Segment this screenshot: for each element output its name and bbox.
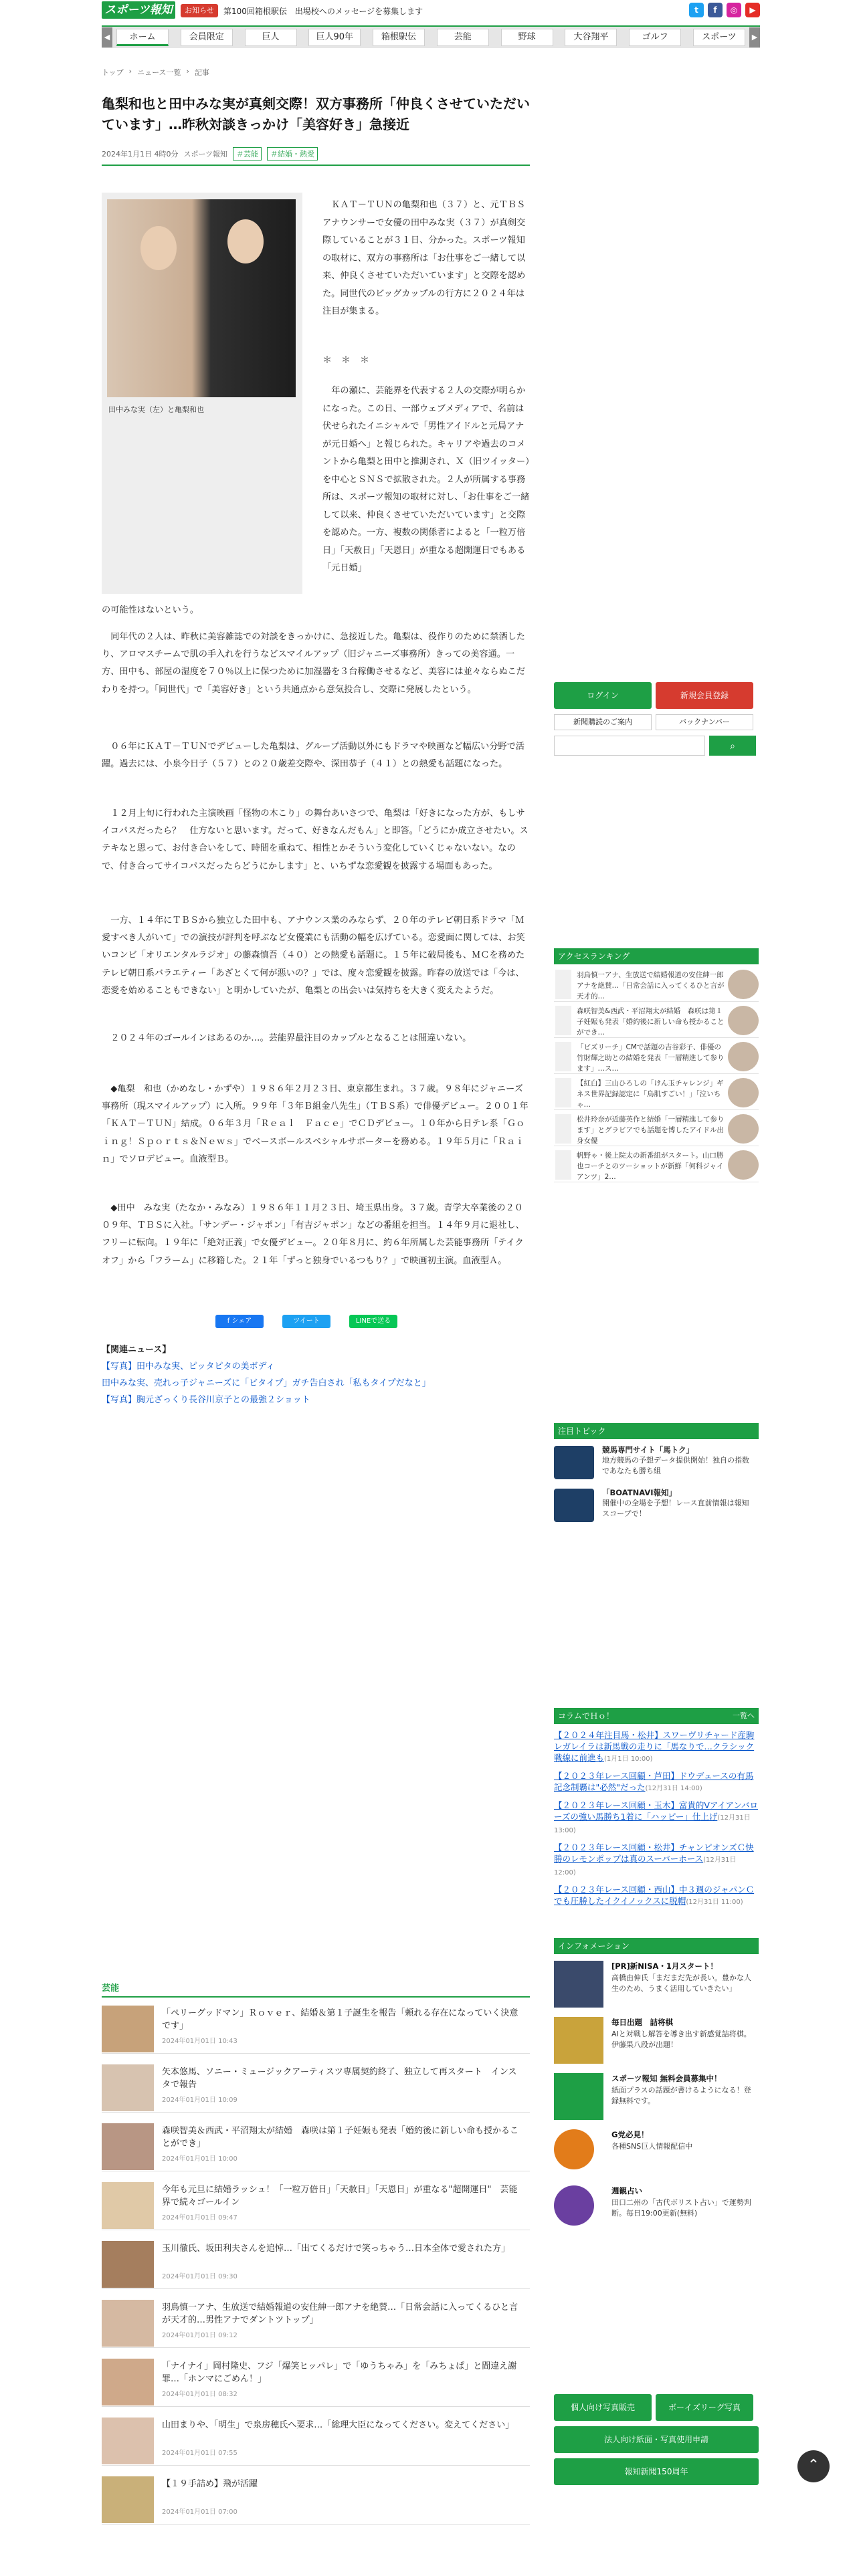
corporate-use-button[interactable]: 法人向け紙面・写真使用申請 bbox=[554, 2426, 759, 2453]
trend-body: 地方競馬の予想データ提供開始！独自の指数であなたも勝ち組 bbox=[602, 1456, 749, 1475]
news-thumbnail bbox=[102, 2418, 154, 2464]
section-title: 芸能 bbox=[102, 1981, 530, 1998]
news-item[interactable] bbox=[102, 2118, 530, 2171]
news-item[interactable] bbox=[102, 2059, 530, 2113]
boys-league-button[interactable]: ボーイズリーグ写真 bbox=[656, 2394, 753, 2421]
divider bbox=[102, 165, 530, 166]
anniversary-button[interactable]: 報知新聞150周年 bbox=[554, 2458, 759, 2485]
info-body: AIと対戦し解答を導き出す新感覚詰将棋。伊藤果八段が出題！ bbox=[611, 2030, 751, 2049]
column-item bbox=[554, 1729, 759, 1765]
column-item bbox=[554, 1884, 759, 1908]
related-link[interactable]: 【写真】田中みな実、ピッタピタの美ボディ bbox=[102, 1362, 275, 1372]
related-item bbox=[102, 1358, 530, 1375]
article-paragraph: 一方、１４年にＴＢＳから独立した田中も、アナウンス業のみならず、２０年のテレビ朝日系ドラマ「Ｍ 愛すべき人がいて」での演技が評判を呼ぶなど女優業にも活動の幅を広げている。恋愛面に関しては、お笑いコンビ「オリエンタルラジオ」の藤森慎吾（４０）との熱愛も話題に。１５年に破局後も、ＭＣを務めたテレビ朝日系バラエティー「あざとくて何が悪いの？」では、度々恋愛観を披露。昨春の放送では「今は、恋愛を始めることもできない」と明かしていたが、亀梨との出会いは気持ちを大きく変えたようだ。 bbox=[102, 916, 533, 996]
nav-item[interactable]: 野球 bbox=[501, 29, 553, 46]
nav-item[interactable]: 芸能 bbox=[437, 29, 489, 46]
umatoku-logo bbox=[554, 1446, 594, 1479]
ranking-title: 森咲智美&西武・平沼翔太が結婚 森咲は第１子妊娠も発表「婚約後に新しい命も授かることができ… bbox=[577, 1007, 725, 1037]
scroll-top-icon[interactable]: ⌃ bbox=[797, 2450, 830, 2482]
column-time: (12月31日 13:00) bbox=[554, 1814, 751, 1834]
ranking-thumb bbox=[555, 1114, 571, 1144]
info-list bbox=[554, 1954, 759, 2235]
column-time: (12月31日 14:00) bbox=[645, 1785, 702, 1792]
news-time: 2024年01月01日 09:30 bbox=[162, 2273, 237, 2280]
column-link[interactable]: 【２０２３年レース回顧・西山】中３週のジャパンＣでも圧勝したイクイノックスに脱帽 bbox=[554, 1885, 755, 1906]
ranking-title: 【紅白】三山ひろしの「けん玉チャレンジ」ギネス世界記録認定に「鳥肌すごい！」「泣いちゃ… bbox=[577, 1079, 724, 1109]
nav-items bbox=[112, 29, 749, 46]
news-title: 【１９手詰め】飛が活躍 bbox=[162, 2479, 258, 2489]
news-time: 2024年01月01日 07:55 bbox=[162, 2450, 237, 2457]
auth-buttons bbox=[554, 682, 759, 709]
news-thumbnail bbox=[102, 2006, 154, 2052]
breadcrumb-top[interactable]: トップ bbox=[102, 68, 124, 77]
info-body: 紙面プラスの話題が書けるようになる！登録無料です。 bbox=[611, 2086, 751, 2105]
search-input[interactable] bbox=[554, 736, 705, 756]
info-item[interactable] bbox=[554, 2183, 759, 2236]
nav-item[interactable]: ゴルフ bbox=[629, 29, 681, 46]
info-item[interactable] bbox=[554, 1958, 759, 2012]
news-time: 2024年01月01日 10:00 bbox=[162, 2155, 237, 2163]
news-title: 「ナイナイ」岡村隆史、フジ「爆笑ヒッパレ」で「ゆうちゃみ」を「みちょぱ」と間違え謝罪…「ホンマにごめん！」 bbox=[162, 2361, 517, 2384]
news-item[interactable] bbox=[102, 2177, 530, 2230]
related-item bbox=[102, 1375, 530, 1392]
ranking-heading: アクセスランキング bbox=[554, 948, 759, 964]
ranking-title: 羽鳥慎一アナ、生放送で結婚報道の安住紳一郎アナを絶賛…「日常会話に入ってくるひと言が天才的… bbox=[577, 971, 725, 1000]
column-link[interactable]: 【２０２３年レース回顧・松井】チャンピオンズＣ快勝のレモンポップは真のスーパーホース bbox=[554, 1842, 754, 1864]
article-paragraph: 同年代の２人は、昨秋に美容雑誌での対談をきっかけに、急接近した。亀梨は、役作りのために禁酒したり、アロマスチームで肌の手入れを行うなどスマイルアップ（旧ジャニーズ事務所）きっての美容通。一方、田中も、部屋の湿度を７０％以上に保つために加湿器を３台稼働させるなど、美容には並々ならぬこだわりを持つ。「同世代」で「美容好き」という共通点から意気投合し、交際に発展したという。 bbox=[102, 632, 525, 695]
trend-heading: 注目トピック bbox=[554, 1423, 759, 1439]
ranking-item[interactable] bbox=[554, 967, 759, 1002]
section-geino bbox=[102, 1981, 530, 2533]
bottom-buttons bbox=[554, 2394, 759, 2485]
photo-face-right bbox=[227, 219, 264, 263]
social-links bbox=[689, 3, 760, 17]
column-list bbox=[554, 1729, 759, 1908]
login-button[interactable]: ログイン bbox=[554, 682, 652, 709]
ranking-thumb bbox=[555, 1042, 571, 1071]
trend-item[interactable] bbox=[554, 1443, 759, 1482]
nav-item[interactable]: 巨人90年 bbox=[308, 29, 361, 46]
news-title: 今年も元旦に結婚ラッシュ！「一粒万倍日」「天赦日」「天恩日」が重なる"超開運日" 芸能界で続々ゴールイン bbox=[162, 2185, 518, 2208]
newspaper-guide-link[interactable]: 新聞購読のご案内 bbox=[554, 714, 652, 730]
column-time: (1月1日 10:00) bbox=[604, 1755, 653, 1763]
nav-item[interactable]: ホーム bbox=[116, 29, 169, 46]
news-time: 2024年01月01日 09:12 bbox=[162, 2332, 237, 2339]
facebook-icon[interactable]: f bbox=[708, 3, 723, 17]
info-section bbox=[554, 1938, 759, 2235]
column-link[interactable]: 【２０２４年注目馬・松井】スワーヴリチャード産駒レガレイラは新馬戦の走りに「馬なりで…クラシック戦線に前進も bbox=[554, 1730, 755, 1763]
notice-badge: お知らせ bbox=[181, 4, 218, 17]
column-time: (12月31日 12:00) bbox=[554, 1856, 737, 1876]
photo-sale-button[interactable]: 個人向け写真販売 bbox=[554, 2394, 652, 2421]
breadcrumb-separator: › bbox=[128, 67, 132, 76]
article-paragraph: １２月上旬に行われた主演映画「怪物の木こり」の舞台あいさつで、亀梨は「好きになった方が、もしサイコパスだったら？ 仕方ないと思います。だって、好きなんだもん」と即答。「どうにか成立させたい。ステキなと思って、お付き合いをして、時間を重ねて、相性とかそういう変化していくじゃないない。なので、付き合ってサイコパスだったらどうにかします」と、いちずな恋愛観を披露する場面もあった。 bbox=[102, 809, 529, 871]
ranking-item[interactable] bbox=[554, 1075, 759, 1110]
trend-list bbox=[554, 1443, 759, 1525]
share-buttons bbox=[215, 1315, 397, 1328]
nav-item[interactable]: 箱根駅伝 bbox=[373, 29, 425, 46]
ranking-avatar bbox=[728, 1006, 759, 1035]
ranking-avatar bbox=[728, 1150, 759, 1180]
profile-tanaka: ◆田中 みな実（たなか・みなみ）１９８６年１１月２３日、埼玉県出身。３７歳。青学大卒業後の２００９年、ＴＢＳに入社。「サンデー・ジャポン」「有吉ジャポン」などの番組を担当。１４年９月に退社し、フリーに転向。１９年に「絶対正義」で女優デビュー。２０年８月に、約６年所属した芸能事務所「テイクオフ」から「フラーム」に移籍した。２１年「ずっと独身でいるつもり？」で映画初主演。血液型Ａ。 bbox=[102, 1203, 524, 1266]
ranking-avatar bbox=[728, 1042, 759, 1071]
nav-next-icon[interactable]: ▶ bbox=[749, 27, 760, 47]
article-lead-2: 年の瀬に、芸能界を代表する２人の交際が明らかになった。この日、一部ウェブメディアで、名前は伏せられたイニシャルで「男性アイドルと元局アナが元日婚へ」と報じられた。キャリアや過去のコメントから亀梨と田中と推測され、Ｘ（旧ツイッター）を中心とＳＮＳで拡散された。２人が所属する事務所は、スポーツ報知の取材に対し、「お仕事をご一緒して以来、仲良くさせていただいています」と交際を認めた。一方、複数の関係者によると「一粒万倍日」「天赦日」「天恩日」が重なる超開運日でもある「元日婚」 bbox=[322, 386, 530, 573]
sub-buttons bbox=[554, 714, 759, 730]
news-thumbnail bbox=[102, 2476, 154, 2523]
nav-item[interactable]: 巨人 bbox=[245, 29, 297, 46]
news-time: 2024年01月01日 07:00 bbox=[162, 2508, 237, 2516]
column-more-link[interactable]: 一覧へ bbox=[733, 1711, 755, 1720]
youtube-icon[interactable]: ▶ bbox=[745, 3, 760, 17]
info-body: 田口二州の「古代ボリスト占い」で運勢判断。毎日19:00更新(無料) bbox=[611, 2198, 751, 2218]
column-section bbox=[554, 1708, 759, 1908]
boatnavi-logo bbox=[554, 1489, 594, 1522]
register-button[interactable]: 新規会員登録 bbox=[656, 682, 753, 709]
search-form bbox=[554, 736, 759, 756]
info-image bbox=[554, 2073, 603, 2120]
ranking-item[interactable] bbox=[554, 1039, 759, 1074]
ranking-thumb bbox=[555, 1078, 571, 1107]
ranking-item[interactable] bbox=[554, 1148, 759, 1182]
news-item[interactable] bbox=[102, 2471, 530, 2525]
info-body: 高橋由伸氏「まだまだ先が長い。豊かな人生のため、うまく活用していきたい」 bbox=[611, 1973, 751, 1993]
column-link[interactable]: 【２０２３年レース回顧・芦田】ドウデュースの有馬記念制覇は"必然"だった bbox=[554, 1771, 754, 1792]
nav-item[interactable]: 会員限定 bbox=[181, 29, 233, 46]
site-header bbox=[102, 0, 760, 21]
ranking-title: 松井玲奈が近藤英作と結婚「一層精進して参ります」とグラビアでも話題を博したアイドル出身女優 bbox=[577, 1115, 725, 1145]
news-title: 山田まりや、「明生」で泉房穂氏へ要求…「総理大臣になってください。変えてください」 bbox=[162, 2420, 514, 2430]
related-item bbox=[102, 1392, 530, 1408]
info-heading: インフォメーション bbox=[554, 1938, 759, 1954]
column-heading bbox=[554, 1708, 759, 1724]
column-time: (12月31日 11:00) bbox=[686, 1899, 743, 1906]
ranking-title: 「ビズリーチ」CMで話題の吉谷彩子、俳優の竹財輝之助との結婚を発表「一層精進して参ります」…ス… bbox=[577, 1043, 725, 1073]
info-item[interactable] bbox=[554, 2070, 759, 2124]
ranking-avatar bbox=[728, 970, 759, 999]
access-ranking bbox=[554, 948, 759, 1181]
info-image bbox=[554, 1961, 603, 2008]
news-title: 玉川徹氏、坂田利夫さんを追悼…「出てくるだけで笑っちゃう…日本全体で愛された方」 bbox=[162, 2244, 510, 2254]
article-photo[interactable] bbox=[107, 199, 296, 397]
geino-news-list bbox=[102, 1998, 530, 2533]
related-news bbox=[102, 1341, 530, 1408]
ranking-item[interactable] bbox=[554, 1003, 759, 1038]
news-title: 矢本悠馬、ソニー・ミュージックアーティスツ専属契約終了、独立して再スタート インスタで報告 bbox=[162, 2067, 517, 2090]
trend-topics bbox=[554, 1423, 759, 1525]
photo-caption: 田中みな実（左）と亀梨和也 bbox=[108, 405, 204, 414]
news-thumbnail bbox=[102, 2300, 154, 2347]
article-paragraph: ２０２４年のゴールインはあるのか…。芸能界最注目のカップルとなることは間違いない。 bbox=[110, 1033, 472, 1043]
news-item[interactable] bbox=[102, 2000, 530, 2054]
ranking-thumb bbox=[555, 1150, 571, 1180]
article-headline: 亀梨和也と田中みな実が真剣交際！双方事務所「仲良くさせていただいています」…昨秋対談きっかけ「美容好き」急接近 bbox=[102, 96, 530, 132]
ranking-avatar bbox=[728, 1114, 759, 1144]
news-item[interactable] bbox=[102, 2353, 530, 2407]
info-body: 各種SNS巨人情報配信中 bbox=[611, 2142, 693, 2151]
backnumber-link[interactable]: バックナンバー bbox=[656, 714, 753, 730]
related-list bbox=[102, 1358, 530, 1408]
article-meta bbox=[102, 147, 530, 160]
news-time: 2024年01月01日 09:47 bbox=[162, 2214, 237, 2222]
info-title: 週観占い bbox=[611, 2186, 642, 2195]
twitter-icon[interactable]: t bbox=[689, 3, 704, 17]
nav-item[interactable]: 大谷翔平 bbox=[565, 29, 617, 46]
column-item bbox=[554, 1770, 759, 1794]
notice-link[interactable]: 第100回箱根駅伝 出場校へのメッセージを募集します bbox=[223, 7, 423, 16]
news-thumbnail bbox=[102, 2123, 154, 2170]
global-nav bbox=[102, 25, 760, 48]
info-image bbox=[554, 2129, 594, 2169]
info-title: 毎日出題 詰将棋 bbox=[611, 2018, 673, 2027]
trend-title: 競馬専門サイト「馬トク」 bbox=[602, 1445, 694, 1455]
article-lead: ＫＡＴ－ＴＵＮの亀梨和也（３７）と、元ＴＢＳアナウンサーで女優の田中みな実（３７）が真剣交際していることが３１日、分かった。スポーツ報知の取材に、双方の事務所は「お仕事をご一緒して以来、仲良くさせていただいています」と交際を認めた。同世代のビッグカップルの行方に２０２４年は注目が集まる。 bbox=[322, 200, 526, 316]
info-title: [PR]新NISA・1月スタート！ bbox=[611, 1961, 718, 1971]
breadcrumb-separator: › bbox=[186, 67, 189, 76]
related-link[interactable]: 【写真】胸元ざっくり長谷川京子との最強２ショット bbox=[102, 1395, 310, 1405]
article bbox=[102, 94, 533, 1405]
trend-item[interactable] bbox=[554, 1486, 759, 1525]
column-item bbox=[554, 1842, 759, 1879]
trend-title: 「BOATNAVI報知」 bbox=[602, 1488, 677, 1497]
column-item bbox=[554, 1800, 759, 1836]
trend-body: 開催中の全場を予想！レース直前情報は報知スコープで！ bbox=[602, 1499, 749, 1518]
ranking-avatar bbox=[728, 1078, 759, 1107]
info-title: G党必見！ bbox=[611, 2130, 649, 2139]
tag-geino[interactable]: ＃芸能 bbox=[233, 147, 262, 160]
news-title: 「ペリーグッドマン」Ｒｏｖｅｒ、結婚＆第１子誕生を報告「頼れる存在になっていく決意です」 bbox=[162, 2008, 518, 2031]
share-line-button[interactable]: LINEで送る bbox=[349, 1315, 397, 1328]
news-title: 羽鳥慎一アナ、生放送で結婚報道の安住紳一郎アナを絶賛…「日常会話に入ってくるひと言が天才的…男性アナでダントツトップ」 bbox=[162, 2302, 518, 2325]
info-item[interactable] bbox=[554, 2014, 759, 2068]
share-twitter-button[interactable]: ツイート bbox=[282, 1315, 330, 1328]
article-paragraph: ０６年にＫＡＴ－ＴＵＮでデビューした亀梨は、グループ活動以外にもドラマや映画など幅広い分野で活躍。過去には、小泉今日子（５７）との２０歳差交際や、深田恭子（４１）との熱愛も話題になった。 bbox=[102, 742, 524, 770]
ranking-list bbox=[554, 964, 759, 1181]
article-source: スポーツ報知 bbox=[183, 150, 228, 158]
breadcrumb bbox=[102, 67, 209, 78]
news-time: 2024年01月01日 08:32 bbox=[162, 2391, 237, 2398]
profile-kamenashi: ◆亀梨 和也（かめなし・かずや）１９８６年２月２３日、東京都生まれ。３７歳。９８年にジャニーズ事務所（現スマイルアップ）に入所。９９年「３年Ｂ組金八先生」（ＴＢＳ系）で俳優デビュー。２００１年「ＫＡＴ－ＴＵＮ」結成。０６年３月「Ｒｅａｌ Ｆａｃｅ」でＣＤデビュー。１０年から日テレ系「Ｇｏｉｎｇ！Ｓｐｏｒｔｓ＆Ｎｅｗｓ」でベースボールスペシャルサポーターを務める。１９年５月に「Ｒａｉｎ」でソロデビュー。血液型Ｂ。 bbox=[102, 1084, 529, 1164]
article-date: 2024年1月1日 4時0分 bbox=[102, 150, 179, 158]
news-thumbnail bbox=[102, 2241, 154, 2288]
news-thumbnail bbox=[102, 2182, 154, 2229]
news-thumbnail bbox=[102, 2359, 154, 2405]
nav-prev-icon[interactable]: ◀ bbox=[102, 27, 112, 47]
section-stars: ＊＊＊ bbox=[322, 355, 379, 366]
related-link[interactable]: 田中みな実、売れっ子ジャニーズに「ビタイプ」ガチ告白され「私もタイプだなと」 bbox=[102, 1378, 431, 1388]
news-item[interactable] bbox=[102, 2236, 530, 2289]
news-time: 2024年01月01日 10:43 bbox=[162, 2038, 237, 2045]
breadcrumb-news-list[interactable]: ニュース一覧 bbox=[137, 68, 181, 77]
site-logo[interactable]: スポーツ報知 bbox=[102, 1, 175, 19]
news-item[interactable] bbox=[102, 2412, 530, 2466]
column-link[interactable]: 【２０２３年レース回顧・玉木】富貴的Vアイアンバローズの強い馬勝ち1着に「ハッピー」仕上げ bbox=[554, 1800, 759, 1822]
article-lead-2-tail: の可能性はないという。 bbox=[102, 605, 199, 615]
photo-face-left bbox=[140, 226, 177, 270]
sidebar bbox=[554, 682, 759, 2476]
column-title: コラムでＨｏ！ bbox=[558, 1711, 614, 1721]
info-item[interactable] bbox=[554, 2127, 759, 2180]
nav-item[interactable]: スポーツ bbox=[693, 29, 745, 46]
news-title: 森咲智美＆西武・平沼翔太が結婚 森咲は第１子妊娠も発表「婚約後に新しい命も授かることができ」 bbox=[162, 2126, 519, 2149]
instagram-icon[interactable]: ◎ bbox=[727, 3, 741, 17]
ranking-title: 帆野ゃ・後上院太の新番組がスタート。山口勝也コーチとのツーショットが新鮮「何科ジャイアンツ」2… bbox=[577, 1152, 724, 1181]
news-thumbnail bbox=[102, 2064, 154, 2111]
article-photo-box bbox=[102, 193, 302, 594]
ranking-item[interactable] bbox=[554, 1111, 759, 1146]
search-icon[interactable]: ⌕ bbox=[709, 736, 756, 756]
related-news-heading: 【関連ニュース】 bbox=[102, 1345, 171, 1355]
info-image bbox=[554, 2185, 594, 2226]
tag-marriage[interactable]: ＃結婚・熱愛 bbox=[267, 147, 318, 160]
news-time: 2024年01月01日 10:09 bbox=[162, 2097, 237, 2104]
share-facebook-button[interactable]: f シェア bbox=[215, 1315, 264, 1328]
breadcrumb-current: 記事 bbox=[194, 68, 209, 77]
ranking-thumb bbox=[555, 1006, 571, 1035]
info-image bbox=[554, 2017, 603, 2064]
news-item[interactable] bbox=[102, 2294, 530, 2348]
ranking-thumb bbox=[555, 970, 571, 999]
info-title: スポーツ報知 無料会員募集中！ bbox=[611, 2074, 722, 2083]
